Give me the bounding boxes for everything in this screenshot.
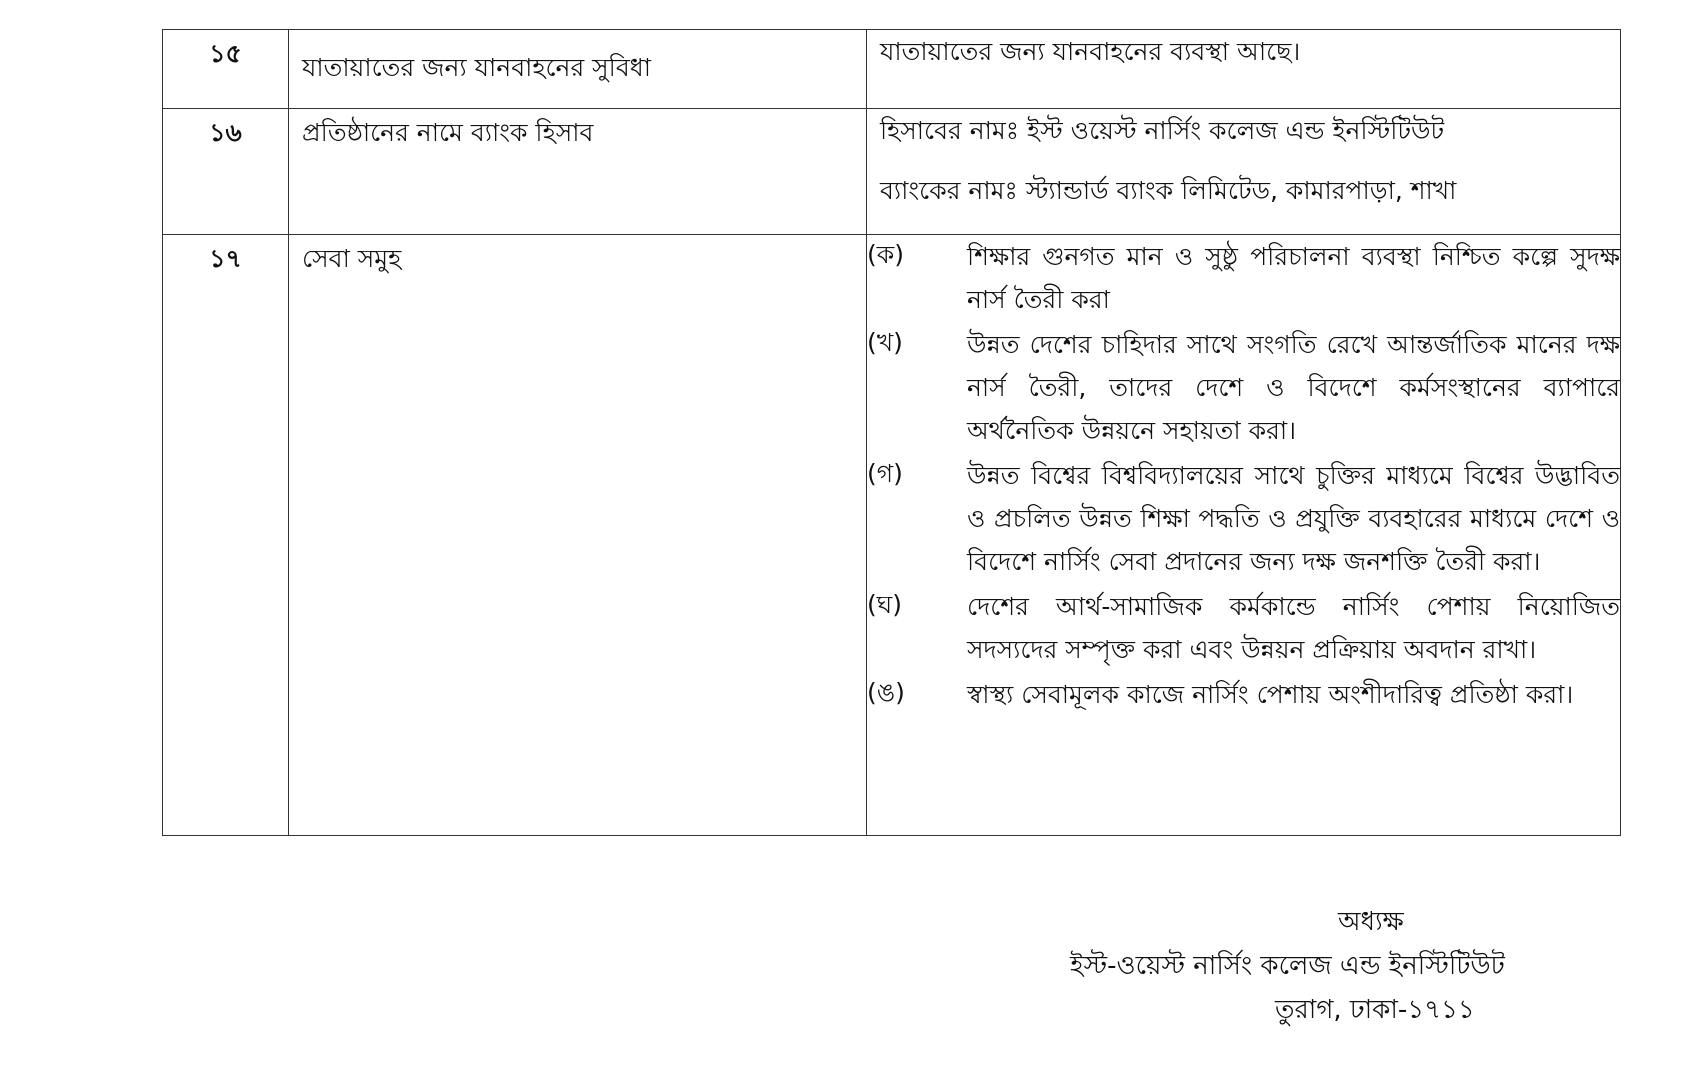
row-number-cell bbox=[163, 235, 289, 836]
row-number: ১৭ bbox=[209, 244, 242, 273]
service-marker: (ক) bbox=[867, 240, 904, 269]
item-cell bbox=[289, 235, 867, 836]
table-row bbox=[163, 30, 1621, 109]
service-item bbox=[867, 323, 1620, 452]
services-cell bbox=[867, 235, 1621, 836]
row-number: ১৬ bbox=[209, 118, 242, 147]
service-text: উন্নত দেশের চাহিদার সাথে সংগতি রেখে আন্তর্জাতিক মানের দক্ষ নার্স তৈরী, তাদের দেশে ও বিদেশে কর্মসংস্থানের ব্যাপারে অর্থনৈতিক উন্নয়নে সহায়তা করা। bbox=[967, 330, 1620, 445]
row-number: ১৫ bbox=[209, 39, 242, 68]
service-text: স্বাস্থ্য সেবামূলক কাজে নার্সিং পেশায় অংশীদারিত্ব প্রতিষ্ঠা করা। bbox=[967, 680, 1574, 709]
table-row bbox=[163, 109, 1621, 235]
item-label: প্রতিষ্ঠানের নামে ব্যাংক হিসাব bbox=[302, 118, 594, 147]
account-name-text: হিসাবের নামঃ ইস্ট ওয়েস্ট নার্সিং কলেজ এন্ড ইনস্টিটিউট bbox=[880, 116, 1445, 145]
institution-name: ইস্ট-ওয়েস্ট নার্সিং কলেজ এন্ড ইনস্টিটিউট bbox=[1070, 951, 1505, 981]
row-number-cell bbox=[163, 109, 289, 235]
service-item bbox=[867, 585, 1620, 671]
service-text: দেশের আর্থ-সামাজিক কর্মকান্ডে নার্সিং পেশায় নিয়োজিত সদস্যদের সম্পৃক্ত করা এবং উন্নয়ন প্রক্রিয়ায় অবদান রাখা। bbox=[967, 592, 1620, 664]
details-cell bbox=[867, 30, 1621, 109]
signatory-title: অধ্যক্ষ bbox=[1338, 907, 1404, 937]
item-label: সেবা সমুহ bbox=[302, 244, 402, 273]
item-label: যাতায়াতের জন্য যানবাহনের সুবিধা bbox=[302, 53, 652, 82]
service-marker: (ঙ) bbox=[867, 678, 905, 707]
service-text: উন্নত বিশ্বের বিশ্ববিদ্যালয়ের সাথে চুক্তির মাধ্যমে বিশ্বের উদ্ভাবিত ও প্রচলিত উন্নত শিক্ষা পদ্ধতি ও প্রযুক্তি ব্যবহারের মাধ্যমে দেশে ও বিদেশে নার্সিং সেবা প্রদানের জন্য দক্ষ জনশক্তি তৈরী করা। bbox=[967, 461, 1620, 576]
service-item bbox=[867, 454, 1620, 583]
service-text: শিক্ষার গুনগত মান ও সুষ্ঠু পরিচালনা ব্যবস্থা নিশ্চিত কল্পে সুদক্ষ নার্স তৈরী করা bbox=[967, 242, 1620, 314]
row-number-cell bbox=[163, 30, 289, 109]
details-cell bbox=[867, 109, 1621, 235]
detail-text: যাতায়াতের জন্য যানবাহনের ব্যবস্থা আছে। bbox=[880, 37, 1301, 66]
table-row bbox=[163, 235, 1621, 836]
service-marker: (গ) bbox=[867, 459, 903, 488]
institution-address: তুরাগ, ঢাকা-১৭১১ bbox=[1275, 995, 1475, 1025]
bank-name-text: ব্যাংকের নামঃ স্ট্যান্ডার্ড ব্যাংক লিমিটেড, কামারপাড়া, শাখা bbox=[880, 176, 1457, 205]
signature-block bbox=[1030, 900, 1590, 1032]
service-marker: (ঘ) bbox=[867, 590, 902, 619]
service-item bbox=[867, 673, 1620, 716]
service-marker: (খ) bbox=[867, 328, 903, 357]
service-item bbox=[867, 235, 1620, 321]
item-cell bbox=[289, 109, 867, 235]
info-table bbox=[162, 29, 1621, 836]
item-cell bbox=[289, 30, 867, 109]
